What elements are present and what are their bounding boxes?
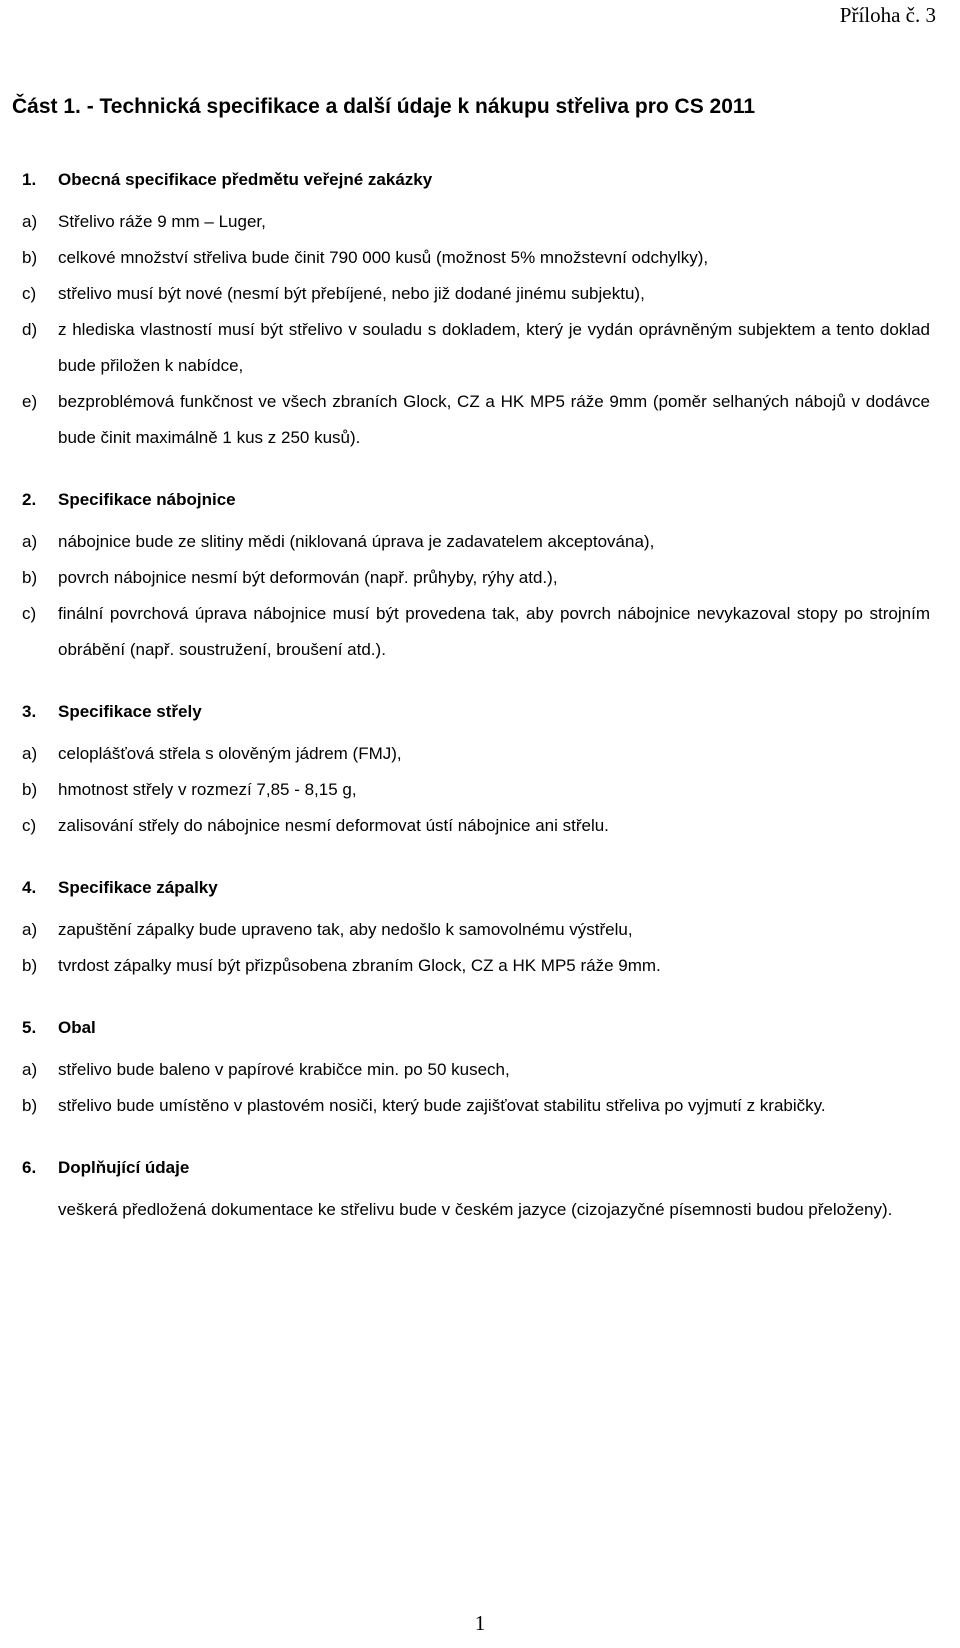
list-item bbox=[22, 1088, 930, 1124]
item-letter: d) bbox=[22, 320, 38, 339]
item-letter: a) bbox=[22, 212, 38, 231]
list-item bbox=[22, 596, 930, 668]
section-number: 6. bbox=[22, 1158, 37, 1177]
section-bullet bbox=[22, 700, 930, 844]
section-heading bbox=[22, 488, 930, 524]
list-item bbox=[22, 384, 930, 456]
section-heading bbox=[22, 1156, 930, 1192]
item-letter: e) bbox=[22, 392, 38, 411]
item-text: celoplášťová střela s olověným jádrem (FMJ), bbox=[58, 744, 402, 763]
item-letter: b) bbox=[22, 956, 38, 975]
specification-sections bbox=[22, 168, 930, 1228]
section-title: Doplňující údaje bbox=[58, 1158, 190, 1177]
item-letter: a) bbox=[22, 1060, 38, 1079]
item-text: Střelivo ráže 9 mm – Luger, bbox=[58, 212, 266, 231]
item-text: povrch nábojnice nesmí být deformován (např. průhyby, rýhy atd.), bbox=[58, 568, 558, 587]
list-item bbox=[22, 204, 930, 240]
item-text: střelivo bude baleno v papírové krabičce min. po 50 kusech, bbox=[58, 1060, 510, 1079]
section-heading bbox=[22, 168, 930, 204]
item-text: hmotnost střely v rozmezí 7,85 - 8,15 g, bbox=[58, 780, 357, 799]
section-title: Obecná specifikace předmětu veřejné zakázky bbox=[58, 170, 433, 189]
list-item bbox=[22, 808, 930, 844]
section-heading bbox=[22, 700, 930, 736]
item-text: bezproblémová funkčnost ve všech zbraních Glock, CZ a HK MP5 ráže 9mm (poměr selhaných nábojů v dodávce bude činit maximálně 1 kus z 250 kusů). bbox=[58, 392, 930, 447]
item-text: finální povrchová úprava nábojnice musí být provedena tak, aby povrch nábojnice nevykazoval stopy po strojním obrábění (např. soustružení, broušení atd.). bbox=[58, 604, 930, 659]
item-letter: b) bbox=[22, 568, 38, 587]
list-item bbox=[22, 560, 930, 596]
section-title: Obal bbox=[58, 1018, 96, 1037]
item-letter: c) bbox=[22, 816, 37, 835]
document-title: Část 1. - Technická specifikace a další údaje k nákupu střeliva pro CS 2011 bbox=[12, 95, 756, 118]
section-number: 3. bbox=[22, 702, 37, 721]
item-text: zalisování střely do nábojnice nesmí deformovat ústí nábojnice ani střelu. bbox=[58, 816, 609, 835]
item-letter: c) bbox=[22, 604, 37, 623]
section-title: Specifikace střely bbox=[58, 702, 202, 721]
section-title: Specifikace nábojnice bbox=[58, 490, 236, 509]
section-cartridge-case bbox=[22, 488, 930, 668]
section-additional-info bbox=[22, 1156, 930, 1228]
section-title: Specifikace zápalky bbox=[58, 878, 218, 897]
section-number: 4. bbox=[22, 878, 37, 897]
item-letter: b) bbox=[22, 1096, 38, 1115]
list-item bbox=[22, 912, 930, 948]
section-number: 5. bbox=[22, 1018, 37, 1037]
item-letter: a) bbox=[22, 532, 38, 551]
section-number: 2. bbox=[22, 490, 37, 509]
list-item bbox=[22, 772, 930, 808]
section-primer bbox=[22, 876, 930, 984]
item-letter: a) bbox=[22, 920, 38, 939]
list-item bbox=[22, 736, 930, 772]
section-heading bbox=[22, 1016, 930, 1052]
list-item bbox=[22, 312, 930, 384]
item-text: střelivo bude umístěno v plastovém nosiči, který bude zajišťovat stabilitu střeliva po vyjmutí z krabičky. bbox=[58, 1096, 826, 1115]
item-text: střelivo musí být nové (nesmí být přebíjené, nebo již dodané jinému subjektu), bbox=[58, 284, 645, 303]
section-number: 1. bbox=[22, 170, 37, 189]
item-letter: b) bbox=[22, 780, 38, 799]
section-paragraph: veškerá předložená dokumentace ke střelivu bude v českém jazyce (cizojazyčné písemnosti budou přeloženy). bbox=[58, 1200, 893, 1219]
list-item bbox=[22, 524, 930, 560]
annex-label: Příloha č. 3 bbox=[839, 3, 936, 27]
section-packaging bbox=[22, 1016, 930, 1124]
list-item bbox=[22, 240, 930, 276]
item-text: z hlediska vlastností musí být střelivo v souladu s dokladem, který je vydán oprávněným subjektem a tento doklad bude přiložen k nabídce, bbox=[58, 320, 930, 375]
list-item bbox=[22, 948, 930, 984]
item-text: zapuštění zápalky bude upraveno tak, aby nedošlo k samovolnému výstřelu, bbox=[58, 920, 633, 939]
item-letter: c) bbox=[22, 284, 37, 303]
item-letter: a) bbox=[22, 744, 38, 763]
item-text: celkové množství střeliva bude činit 790 000 kusů (možnost 5% množstevní odchylky), bbox=[58, 248, 709, 267]
section-general-specification bbox=[22, 168, 930, 456]
item-text: nábojnice bude ze slitiny mědi (niklovaná úprava je zadavatelem akceptována), bbox=[58, 532, 655, 551]
item-text: tvrdost zápalky musí být přizpůsobena zbraním Glock, CZ a HK MP5 ráže 9mm. bbox=[58, 956, 661, 975]
page-number: 1 bbox=[474, 1611, 486, 1635]
list-item bbox=[22, 1052, 930, 1088]
section-heading bbox=[22, 876, 930, 912]
list-item bbox=[22, 276, 930, 312]
item-letter: b) bbox=[22, 248, 38, 267]
